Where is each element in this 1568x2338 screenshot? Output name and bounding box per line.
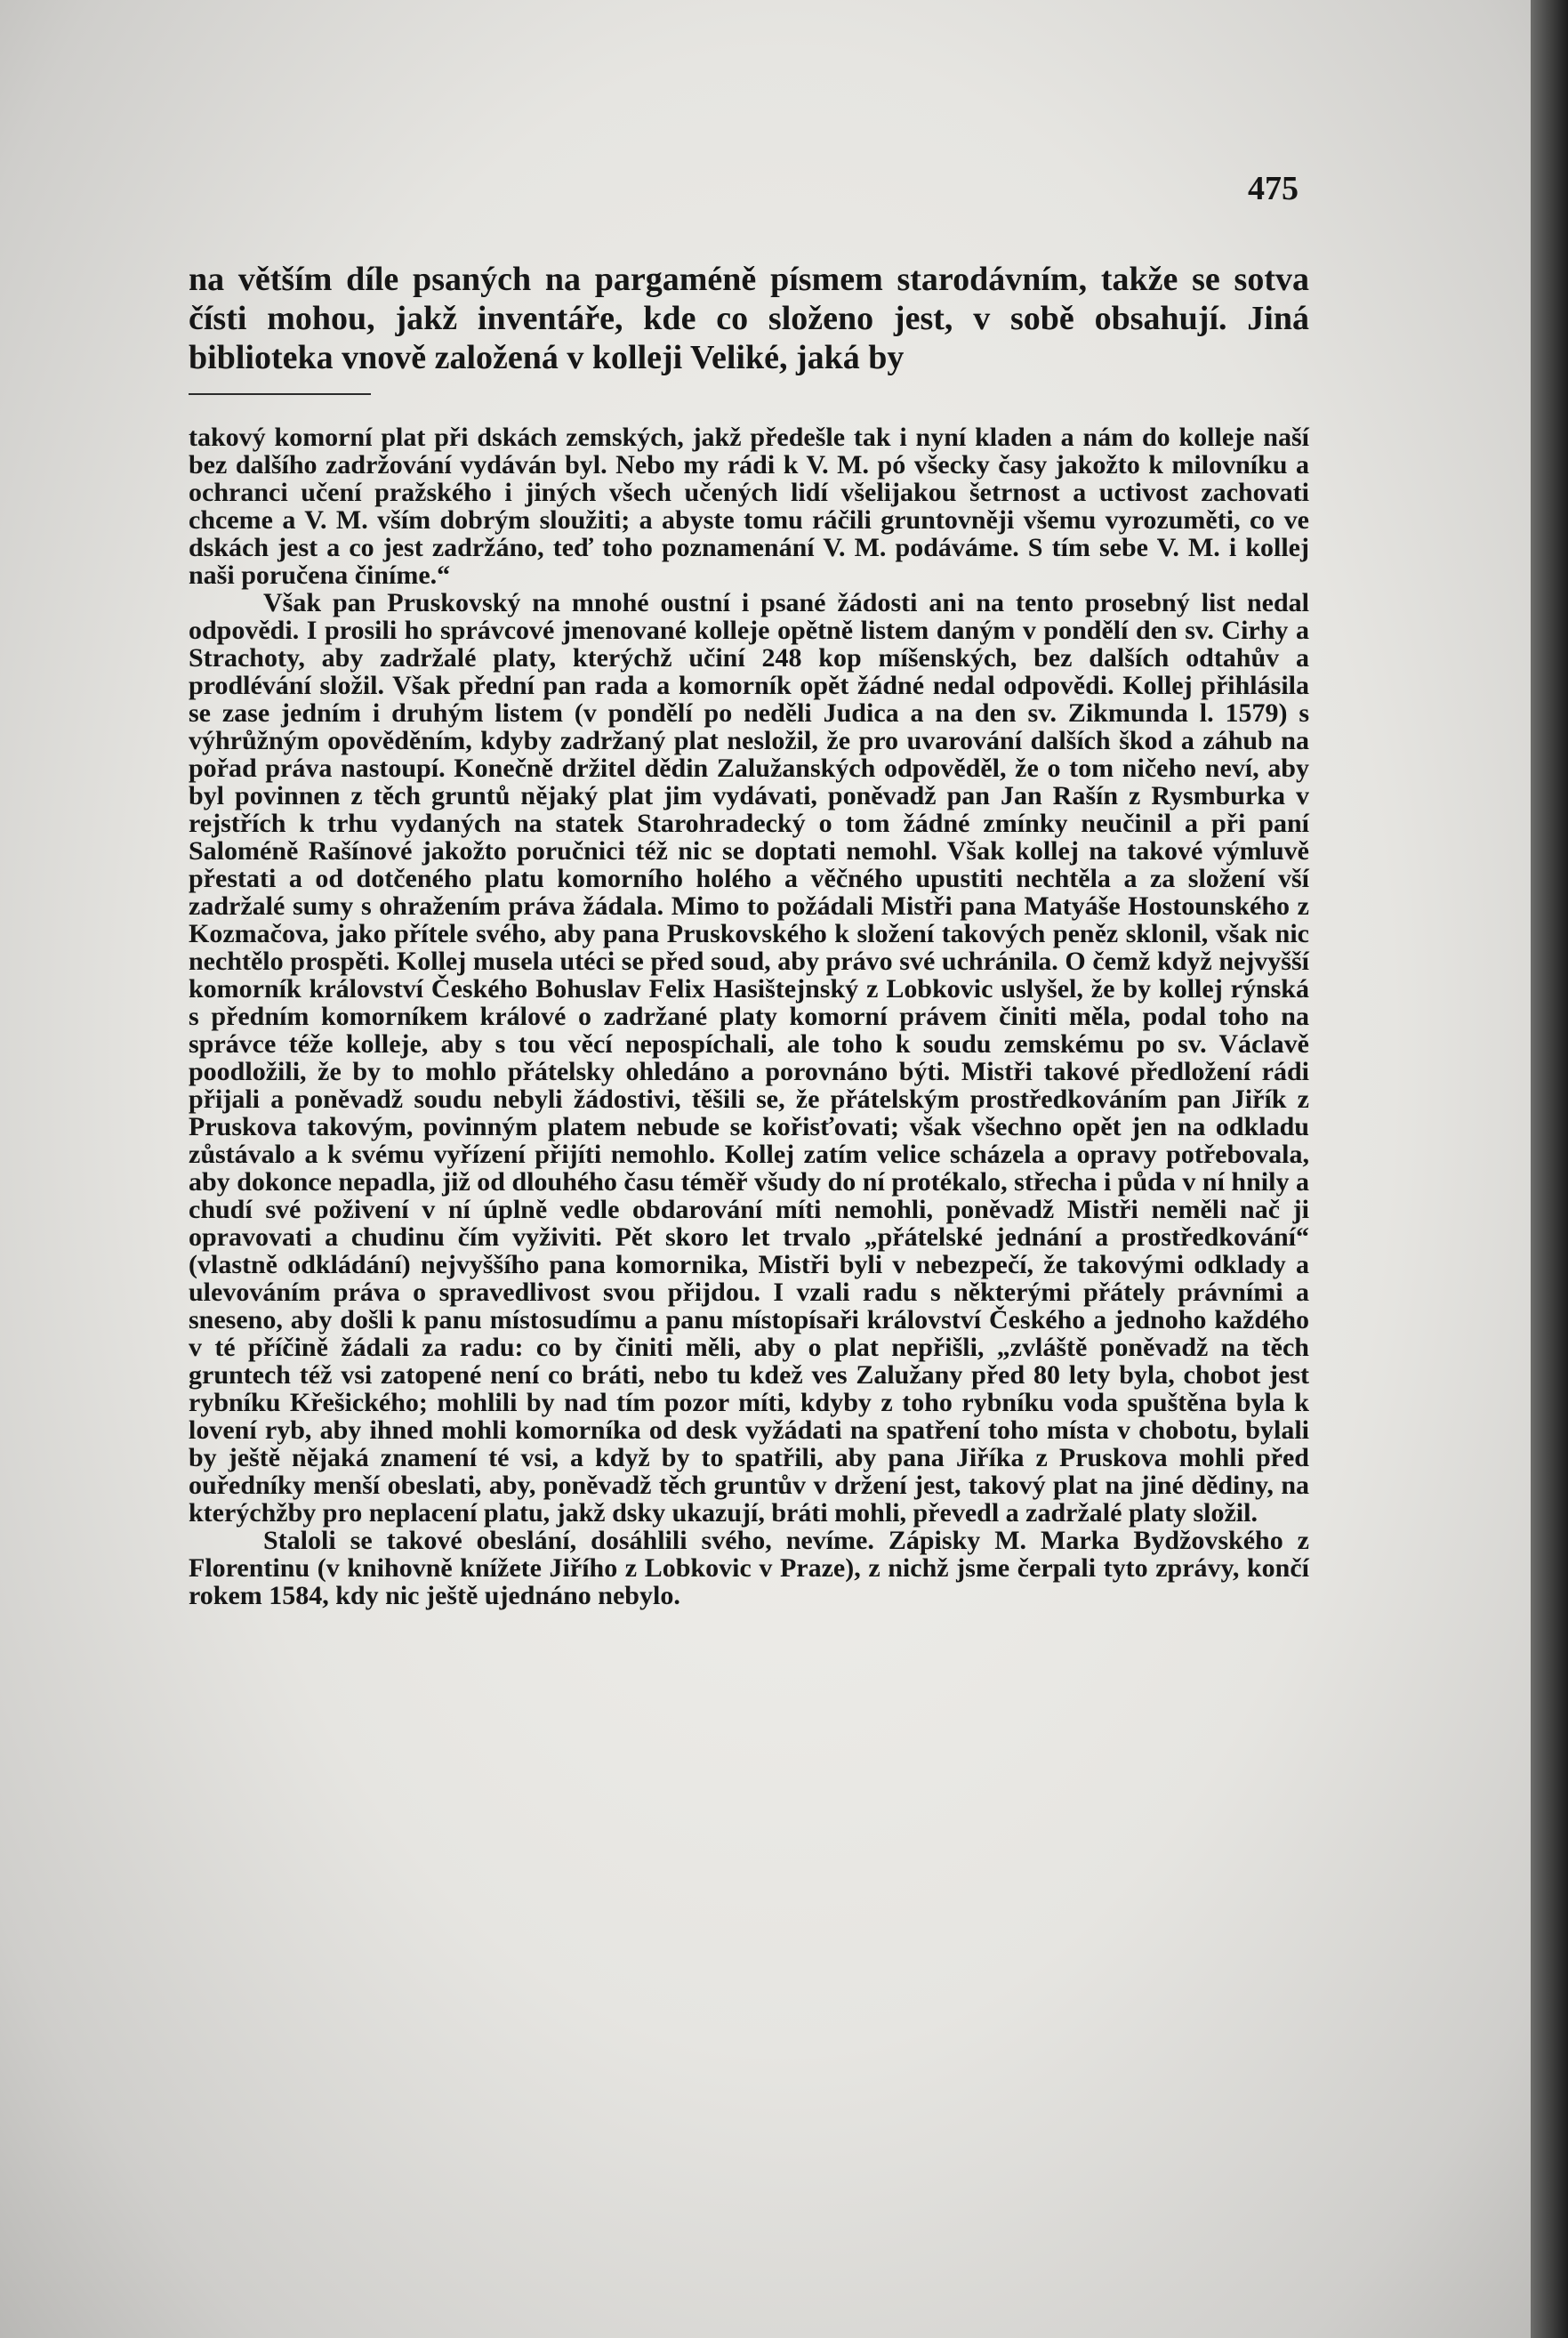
footnote-paragraph-3: Staloli se takové obeslání, dosáhlili svého, nevíme. Zápisky M. Marka Bydžovského z Florentinu (v knihovně knížete Jiřího z Lobkovic v Praze), z nichž jsme čerpali tyto zprávy, končí rokem 1584, kdy nic ještě ujednáno nebylo.	[189, 1526, 1309, 1610]
main-paragraph: na větším díle psaných na pargaméně písmem starodávním, takže se sotva čísti mohou, jakž inventáře, kde co složeno jest, v sobě obsahují. Jiná biblioteka vnově založená v kolleji Veliké, jaká by	[189, 261, 1309, 376]
footnote-paragraph-2: Však pan Pruskovský na mnohé oustní i psané žádosti ani na tento prosebný list nedal odpovědi. I prosili ho správcové jmenované kolleje opětně listem daným v pondělí den sv. Cirhy a Strachoty, aby zadržalé platy, kterýchž učiní 248 kop míšenských, bez dalších odtahův a prodlévání složil. Však přední pan rada a komorník opět žádné nedal odpovědi. Kollej přihlásila se zase jedním i druhým listem (v pondělí po neděli Judica a na den sv. Zikmunda l. 1579) s výhrůžným opověděním, kdyby zadržaný plat nesložil, že pro uvarování dalších škod a záhub na pořad práva nastoupí. Konečně držitel dědin Zalužanských odpověděl, že o tom ničeho neví, aby byl povinnen z těch gruntů nějaký plat jim vydávati, poněvadž pan Jan Rašín z Rysmburka v rejstřích k trhu vydaných na statek Starohradecký o tom žádné zmínky neučinil a při paní Saloméně Rašínové jakožto poručnici též nic se doptati nemohl. Však kollej na takové výmluvě přestati a od dotčeného platu komorního holého a věčného upustiti nechtěla a za složení vší zadržalé sumy s ohražením práva žádala. Mimo to požádali Mistři pana Matyáše Hostounského z Kozmačova, jako přítele svého, aby pana Pruskovského k složení takových peněz sklonil, však nic nechtělo prospěti. Kollej musela utéci se před soud, aby právo své uchránila. O čemž když nejvyšší komorník království Českého Bohuslav Felix Hasištejnský z Lobkovic uslyšel, že by kollej rýnská s předním komorníkem králové o zadržané platy komorní právem činiti měla, podal toho na správce téže kolleje, aby s tou věcí nepospíchali, ale toho k soudu zemskému po sv. Václavě poodložili, že by to mohlo přátelsky ohledáno a porovnáno býti. Mistři takové předložení rádi přijali a poněvadž soudu nebyli žádostivi, těšili se, že přátelským prostředkováním pan Jiřík z Pruskova takovým, povinným platem nebude se kořisťovati; však všechno opět jen na odkladu zůstávalo a k svému vyřízení přijíti nemohlo. Kollej zatím velice scházela a opravy potřebovala, aby dokonce nepadla, již od dlouhého času téměř všudy do ní protékalo, střecha i půda v ní hnily a chudí své poživení v ní úplně vedle obdarování míti nemohli, poněvadž Mistři neměli nač ji opravovati a chudinu čím vyživiti. Pět skoro let trvalo „přátelské jednání a prostředkování“ (vlastně odkládání) nejvyššího pana komornika, Mistři byli v nebezpečí, že takovými odklady a ulevováním práva o spravedlivost svou přijdou. I vzali radu s některými přátely právními a sneseno, aby došli k panu místosudímu a panu místopísaři království Českého a jednoho každého v té příčině žádali za radu: co by činiti měli, aby o plat nepřišli, „zvláště poněvadž na těch gruntech též vsi zatopené není co bráti, nebo tu kdež ves Zalužany před 80 lety byla, chobot jest rybníku Křešického; mohlili by nad tím pozor míti, kdyby z toho rybníku voda spuštěna byla k lovení ryb, aby ihned mohli komorníka od desk vyžádati na spatření toho místa v chobotu, bylali by ještě nějaká znamení té vsi, a když by to spatřili, aby pana Jiříka z Pruskova mohli před ouředníky menší obeslati, aby, poněvadž těch gruntův v držení jest, takový plat na jiné dědiny, na kterýchžby pro neplacení platu, jakž dsky ukazují, bráti mohli, převedl a zadržalé platy složil.	[189, 588, 1309, 1528]
page-number: 475	[1248, 170, 1299, 207]
footnote-separator	[189, 393, 371, 395]
footnote-paragraph-1: takový komorní plat při dskách zemských, jakž předešle tak i nyní kladen a nám do kolleje naší bez dalšího zadržování vydáván byl. Nebo my rádi k V. M. pó všecky časy jakožto k milovníku a ochranci učení pražského i jiných všech učených lidí všelijakou šetrnost a uctivost zachovati chceme a V. M. vším dobrým sloužiti; a abyste tomu ráčili gruntovněji všemu vyrozuměti, co ve dskách jest a co jest zadržáno, teď toho poznamenání V. M. podáváme. S tím sebe V. M. i kollej naši poručena činíme.“	[189, 423, 1309, 590]
footnote	[189, 423, 1309, 1609]
page-edge-shadow	[1531, 0, 1568, 2338]
page-body	[189, 260, 1309, 1609]
